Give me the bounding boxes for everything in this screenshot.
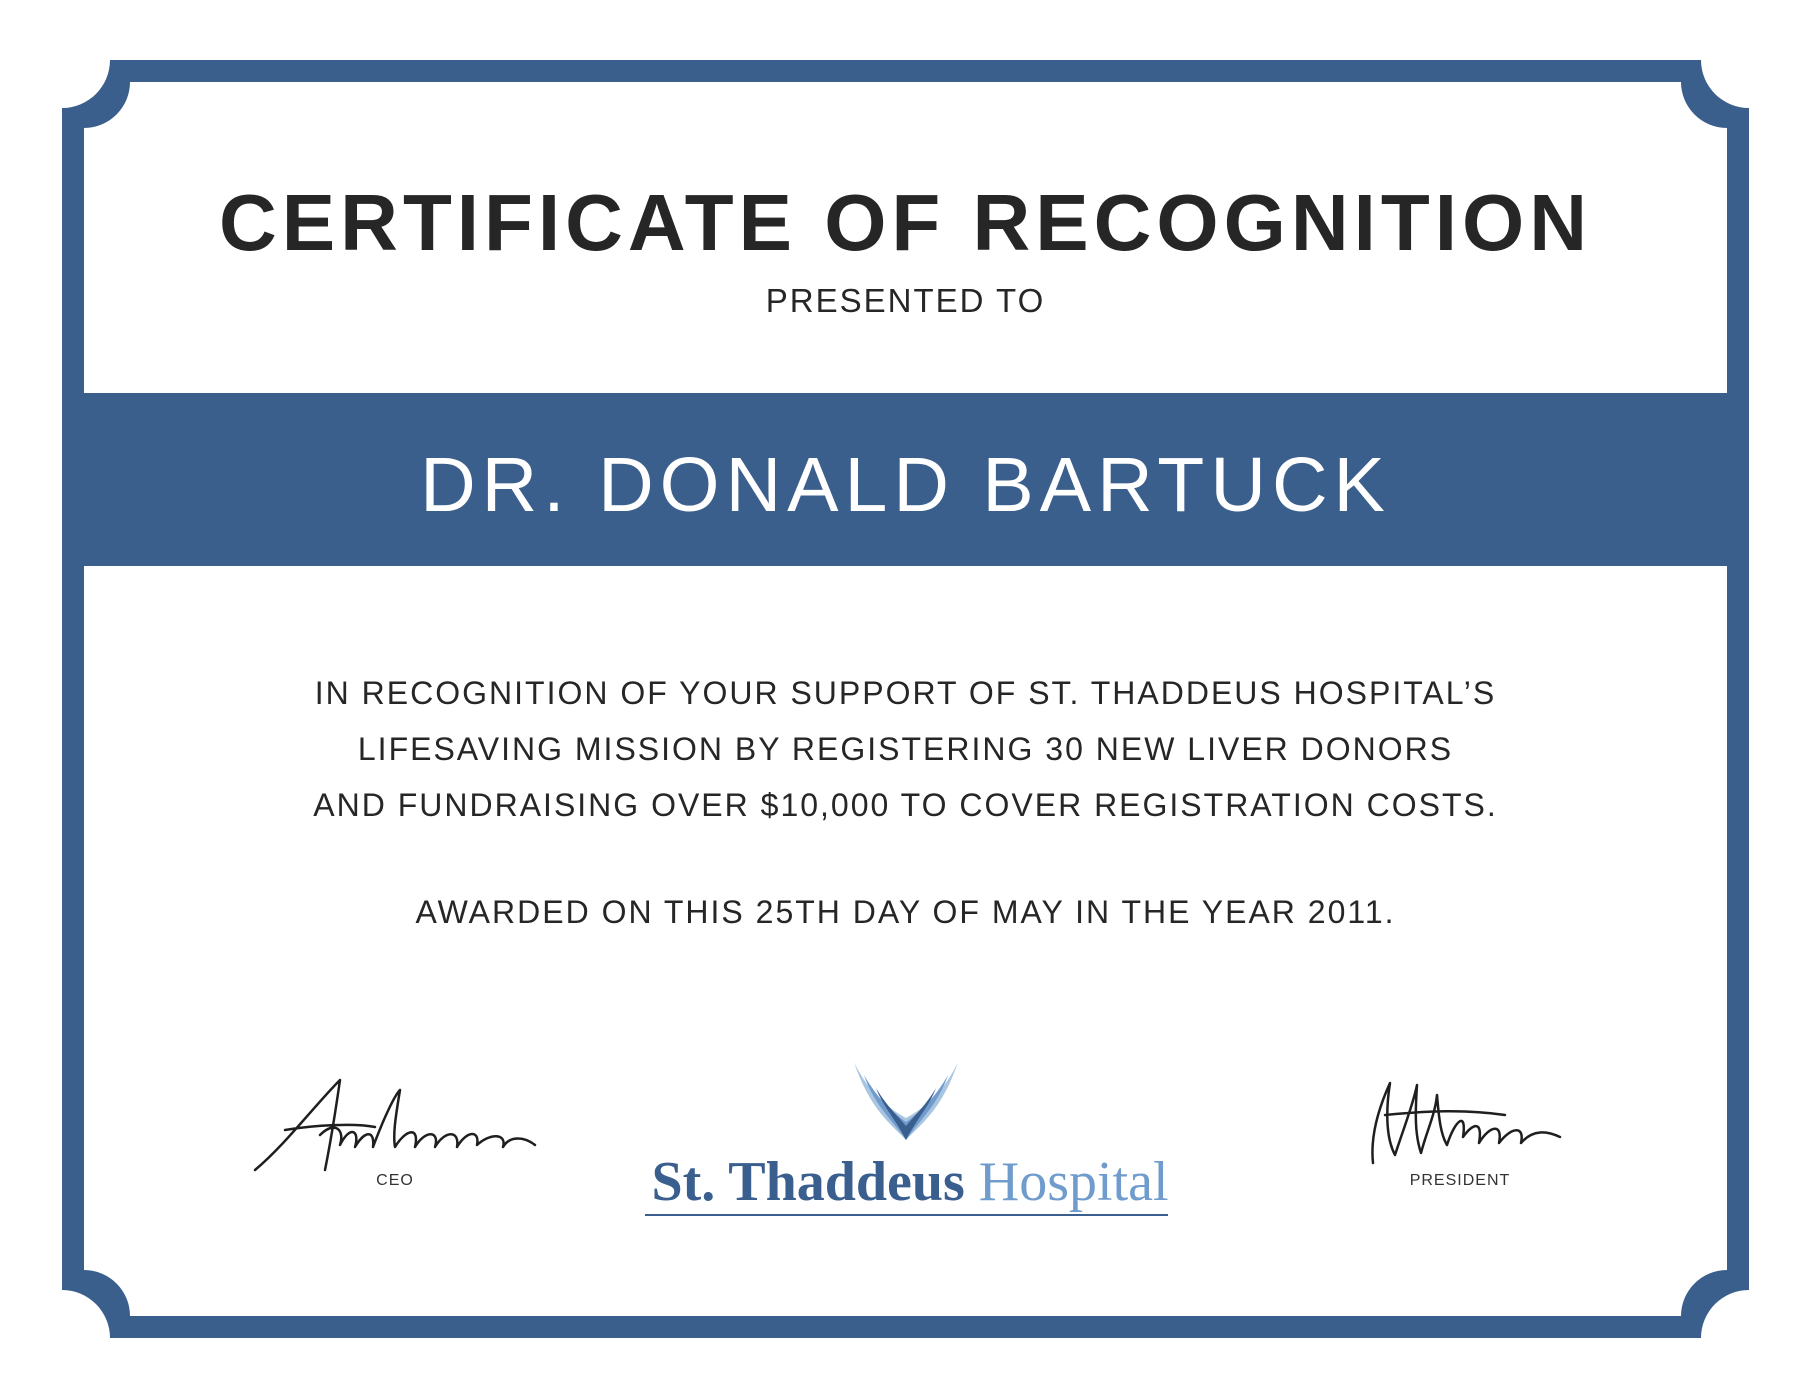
logo-name-secondary: Hospital [978, 1151, 1169, 1213]
president-title-label: PRESIDENT [1409, 1172, 1511, 1189]
ceo-title-label: CEO [376, 1172, 414, 1189]
ceo-signature [245, 1075, 545, 1175]
recognition-line: AND FUNDRAISING OVER $10,000 TO COVER REGISTRATION COSTS. [313, 787, 1498, 823]
presented-to-label: PRESENTED TO [765, 282, 1046, 319]
award-date-text: AWARDED ON THIS 25TH DAY OF MAY IN THE YEAR 2011. [415, 894, 1396, 930]
president-signature [1355, 1075, 1565, 1170]
logo-underline [645, 1214, 1168, 1216]
recognition-text [0, 665, 1811, 833]
recognition-line: IN RECOGNITION OF YOUR SUPPORT OF ST. THADDEUS HOSPITAL’S [314, 675, 1497, 711]
hospital-logo-text [640, 1150, 1180, 1214]
logo-name-primary: St. Thaddeus [651, 1151, 965, 1213]
recipient-name: DR. DONALD BARTUCK [420, 442, 1391, 528]
certificate-title: CERTIFICATE OF RECOGNITION [219, 178, 1592, 267]
recognition-line: LIFESAVING MISSION BY REGISTERING 30 NEW LIVER DONORS [357, 731, 1454, 767]
wings-icon [852, 1050, 960, 1142]
